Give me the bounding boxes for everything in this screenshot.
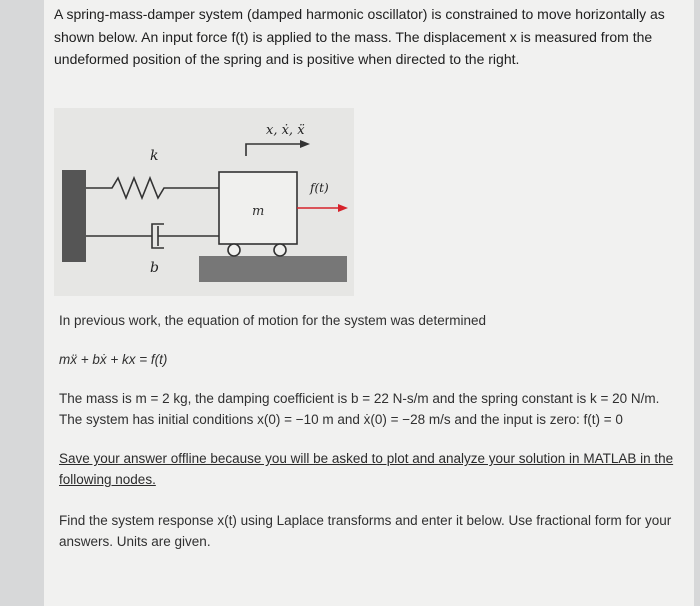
wheel-right xyxy=(274,244,286,256)
diagram-svg xyxy=(54,108,354,296)
equation-of-motion: mẍ + bẋ + kx = f(t) xyxy=(59,352,168,367)
wheel-left xyxy=(228,244,240,256)
problem-intro xyxy=(54,3,679,71)
label-force: f(t) xyxy=(310,181,329,195)
wall xyxy=(62,170,86,262)
problem-body xyxy=(59,310,674,552)
force-arrow-head xyxy=(338,204,348,212)
previous-work-text: In previous work, the equation of motion for the system was determined xyxy=(59,313,486,328)
label-b: b xyxy=(150,260,159,276)
parameters-text: The mass is m = 2 kg, the damping coefficient is b = 22 N-s/m and the spring constant is k = 20 N/m. The system has initial conditions x(0) = −10 m and ẋ(0) = −28 m/s and the input is zero: f(t) = 0 xyxy=(59,391,660,427)
label-m: m xyxy=(252,204,265,219)
damper xyxy=(86,224,219,248)
label-k: k xyxy=(150,148,159,164)
question-page xyxy=(44,0,694,606)
displacement-arrow xyxy=(246,144,302,156)
task-text: Find the system response x(t) using Laplace transforms and enter it below. Use fractional form for your answers. Units are given. xyxy=(59,513,672,549)
spring-mass-damper-figure xyxy=(54,108,354,296)
spring xyxy=(86,178,219,198)
save-offline-link[interactable]: Save your answer offline because you will be asked to plot and analyze your solution in MATLAB in the following nodes. xyxy=(59,451,674,487)
intro-text: A spring-mass-damper system (damped harmonic oscillator) is constrained to move horizontally as shown below. An input force f(t) is applied to the mass. The displacement x is measured from the undeformed position of the spring and is positive when directed to the right. xyxy=(54,6,665,67)
ground xyxy=(199,256,347,282)
label-displacement: x, ẋ, ẍ xyxy=(266,123,305,138)
displacement-arrow-head xyxy=(300,140,310,148)
